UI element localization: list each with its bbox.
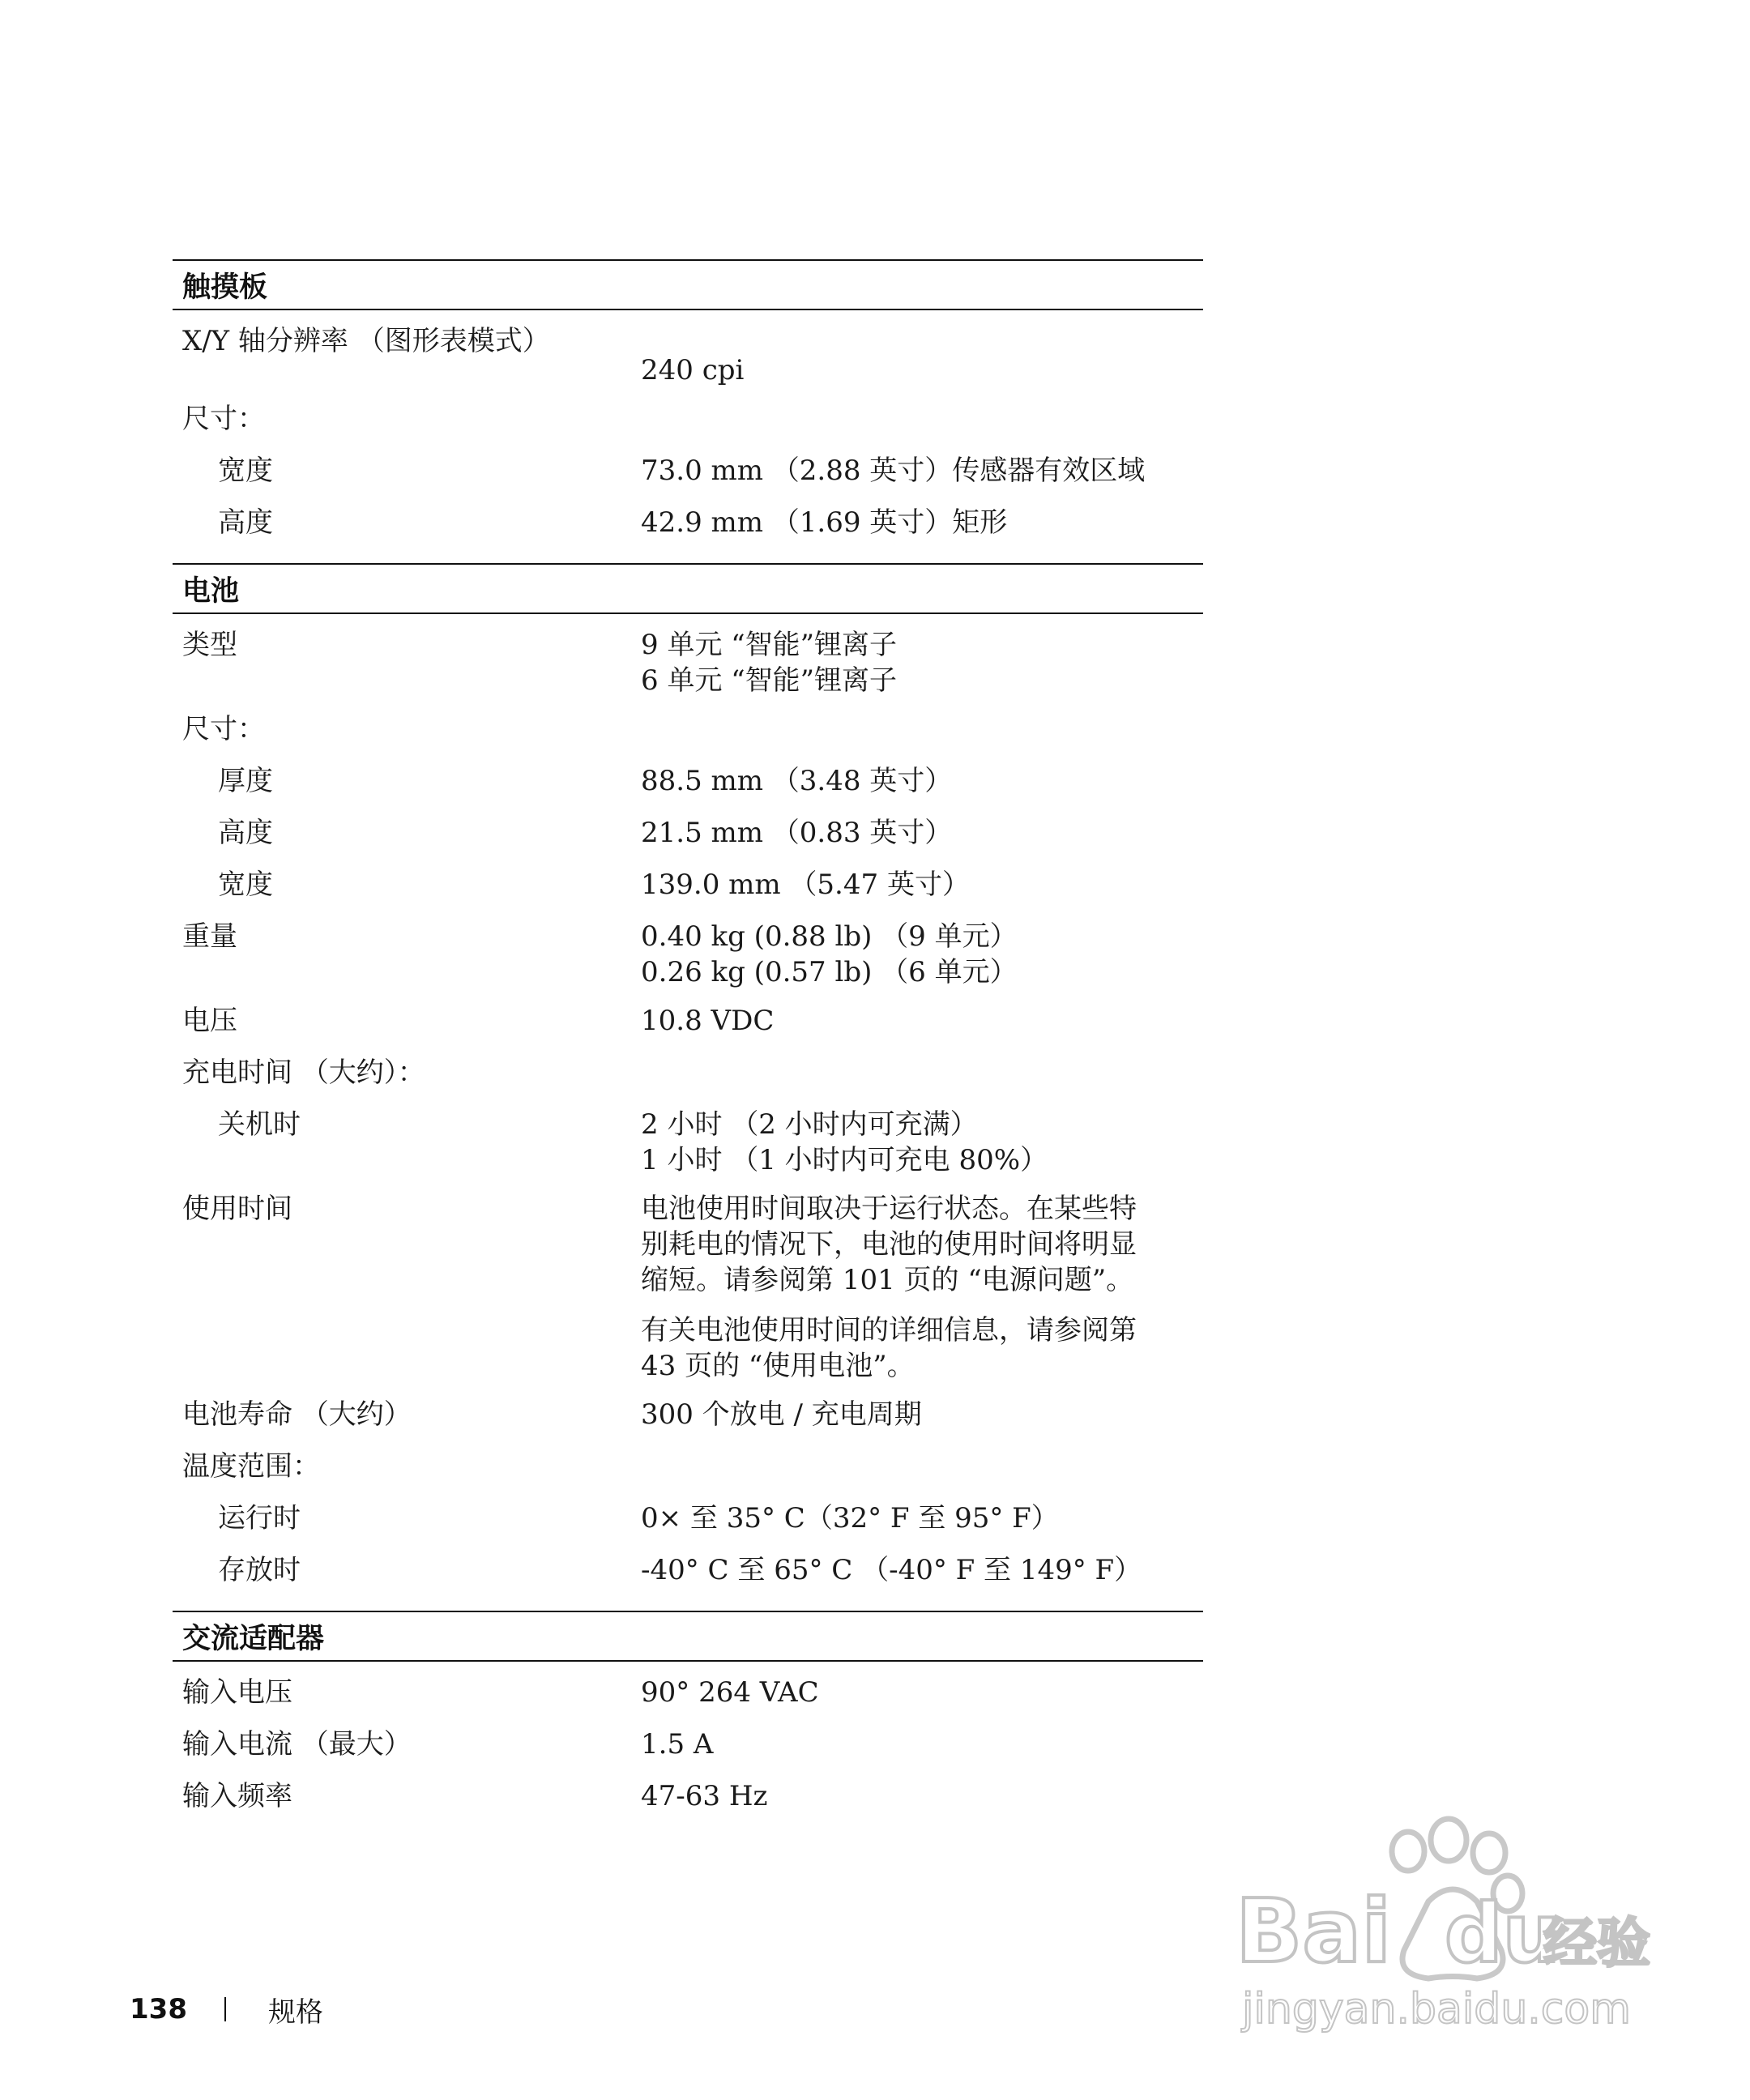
spec-row bbox=[173, 310, 1203, 388]
spec-label: 厚度 bbox=[218, 765, 273, 797]
spec-label: 尺寸： bbox=[182, 403, 265, 435]
spec-row bbox=[173, 854, 1203, 906]
spec-label: 高度 bbox=[218, 817, 273, 849]
spec-value bbox=[641, 1549, 1193, 1591]
spec-value bbox=[641, 812, 1193, 854]
spec-row bbox=[173, 1714, 1203, 1765]
baidu-jingyan-watermark-logo bbox=[1236, 1803, 1657, 2046]
spec-label: 温度范围： bbox=[182, 1450, 320, 1483]
spec-value bbox=[641, 624, 1193, 698]
spec-value-line: 240 cpi bbox=[641, 354, 745, 386]
spec-label: 电池寿命 （大约） bbox=[182, 1398, 412, 1431]
spec-label: X/Y 轴分辨率 （图形表模式） bbox=[182, 325, 550, 357]
spec-value-line: 43 页的 “使用电池”。 bbox=[641, 1350, 915, 1382]
spec-label: 电压 bbox=[182, 1005, 237, 1037]
spec-value-line: 300 个放电 / 充电周期 bbox=[641, 1398, 922, 1431]
spec-value-line: 有关电池使用时间的详细信息，请参阅第 bbox=[641, 1314, 1137, 1347]
spec-label: 使用时间 bbox=[182, 1193, 292, 1225]
spec-value-line: 73.0 mm （2.88 英寸）传感器有效区域 bbox=[641, 455, 1146, 487]
spec-label: 重量 bbox=[182, 920, 237, 953]
spec-value-line: 2 小时 （2 小时内可充满） bbox=[641, 1108, 978, 1141]
spec-row bbox=[173, 1042, 1203, 1094]
spec-value-line: 0× 至 35° C（32° F 至 95° F） bbox=[641, 1502, 1059, 1534]
spec-value-line: 6 单元 “智能”锂离子 bbox=[641, 664, 898, 697]
spec-label: 输入频率 bbox=[182, 1780, 292, 1812]
spec-row bbox=[173, 1094, 1203, 1178]
spec-row bbox=[173, 492, 1203, 544]
spec-value-line: 9 单元 “智能”锂离子 bbox=[641, 629, 898, 661]
spec-paragraph bbox=[641, 1191, 1193, 1298]
spec-value bbox=[641, 916, 1193, 990]
spec-label: 充电时间 （大约）： bbox=[182, 1056, 425, 1089]
spec-value-line: 47-63 Hz bbox=[641, 1780, 768, 1812]
spec-value bbox=[641, 1775, 1193, 1817]
spec-paragraph bbox=[641, 1312, 1193, 1384]
spec-value-line: 电池使用时间取决于运行状态。在某些特 bbox=[641, 1193, 1137, 1225]
spec-row bbox=[173, 1765, 1203, 1817]
spec-value-line: 1 小时 （1 小时内可充电 80%） bbox=[641, 1144, 1048, 1176]
spec-row bbox=[173, 614, 1203, 698]
spec-tables bbox=[173, 259, 1203, 1837]
spec-label: 高度 bbox=[218, 506, 273, 539]
page-number: 138 bbox=[130, 1993, 187, 2025]
spec-value-line: 0.40 kg (0.88 lb) （9 单元） bbox=[641, 920, 1018, 953]
section-header: 触摸板 bbox=[173, 259, 1203, 310]
section-header: 电池 bbox=[173, 563, 1203, 614]
spec-row bbox=[173, 698, 1203, 750]
section-body bbox=[173, 310, 1203, 563]
spec-value bbox=[641, 398, 1193, 440]
section-body bbox=[173, 1662, 1203, 1837]
section-header: 交流适配器 bbox=[173, 1611, 1203, 1662]
spec-value bbox=[641, 502, 1193, 544]
spec-label: 尺寸： bbox=[182, 713, 265, 745]
spec-row bbox=[173, 1178, 1203, 1384]
spec-value bbox=[641, 1188, 1193, 1384]
spec-value-line: 21.5 mm （0.83 英寸） bbox=[641, 817, 953, 849]
spec-value-line: 缩短。请参阅第 101 页的 “电源问题”。 bbox=[641, 1264, 1134, 1296]
spec-value bbox=[641, 1103, 1193, 1178]
spec-label: 输入电压 bbox=[182, 1676, 292, 1709]
spec-value-line: -40° C 至 65° C （-40° F 至 149° F） bbox=[641, 1554, 1142, 1586]
spec-value bbox=[641, 1394, 1193, 1436]
spec-value-line: 42.9 mm （1.69 英寸）矩形 bbox=[641, 506, 1008, 539]
spec-row bbox=[173, 990, 1203, 1042]
spec-label: 关机时 bbox=[218, 1108, 301, 1141]
spec-value bbox=[641, 1445, 1193, 1488]
spec-value-line: 0.26 kg (0.57 lb) （6 单元） bbox=[641, 956, 1018, 988]
svg-text:Bai: Bai bbox=[1236, 1881, 1392, 1983]
spec-row bbox=[173, 1384, 1203, 1436]
spec-value bbox=[641, 1000, 1193, 1042]
section-body bbox=[173, 614, 1203, 1611]
spec-value-line: 1.5 A bbox=[641, 1728, 714, 1761]
svg-text:du: du bbox=[1445, 1886, 1560, 1981]
spec-value bbox=[641, 1671, 1193, 1714]
spec-value bbox=[641, 760, 1193, 802]
spec-value bbox=[641, 864, 1193, 906]
spec-row bbox=[173, 440, 1203, 492]
spec-value bbox=[641, 450, 1193, 492]
svg-text:jingyan.baidu.com: jingyan.baidu.com bbox=[1242, 1985, 1631, 2034]
spec-row bbox=[173, 388, 1203, 440]
spec-row bbox=[173, 750, 1203, 802]
spec-row bbox=[173, 906, 1203, 990]
spec-value-line: 别耗电的情况下，电池的使用时间将明显 bbox=[641, 1228, 1137, 1261]
spec-value bbox=[641, 1497, 1193, 1539]
page-footer bbox=[130, 1985, 323, 2034]
spec-label: 宽度 bbox=[218, 455, 273, 487]
spec-label: 存放时 bbox=[218, 1554, 301, 1586]
spec-value bbox=[641, 1052, 1193, 1094]
spec-row bbox=[173, 1662, 1203, 1714]
spec-value bbox=[641, 1723, 1193, 1765]
spec-value-line: 10.8 VDC bbox=[641, 1005, 775, 1037]
svg-text:经验: 经验 bbox=[1543, 1912, 1650, 1974]
spec-value bbox=[641, 320, 1193, 388]
spec-value-line: 88.5 mm （3.48 英寸） bbox=[641, 765, 953, 797]
spec-row bbox=[173, 1436, 1203, 1488]
spec-label: 输入电流 （最大） bbox=[182, 1728, 412, 1761]
spec-value bbox=[641, 708, 1193, 750]
footer-separator bbox=[224, 1997, 226, 2021]
spec-label: 类型 bbox=[182, 629, 237, 661]
spec-label: 宽度 bbox=[218, 869, 273, 901]
spec-row bbox=[173, 1539, 1203, 1591]
spec-row bbox=[173, 802, 1203, 854]
spec-row bbox=[173, 1488, 1203, 1539]
footer-title: 规格 bbox=[267, 1995, 323, 2029]
spec-value-line: 139.0 mm （5.47 英寸） bbox=[641, 869, 970, 901]
spec-value-line: 90° 264 VAC bbox=[641, 1676, 819, 1709]
spec-label: 运行时 bbox=[218, 1502, 301, 1534]
